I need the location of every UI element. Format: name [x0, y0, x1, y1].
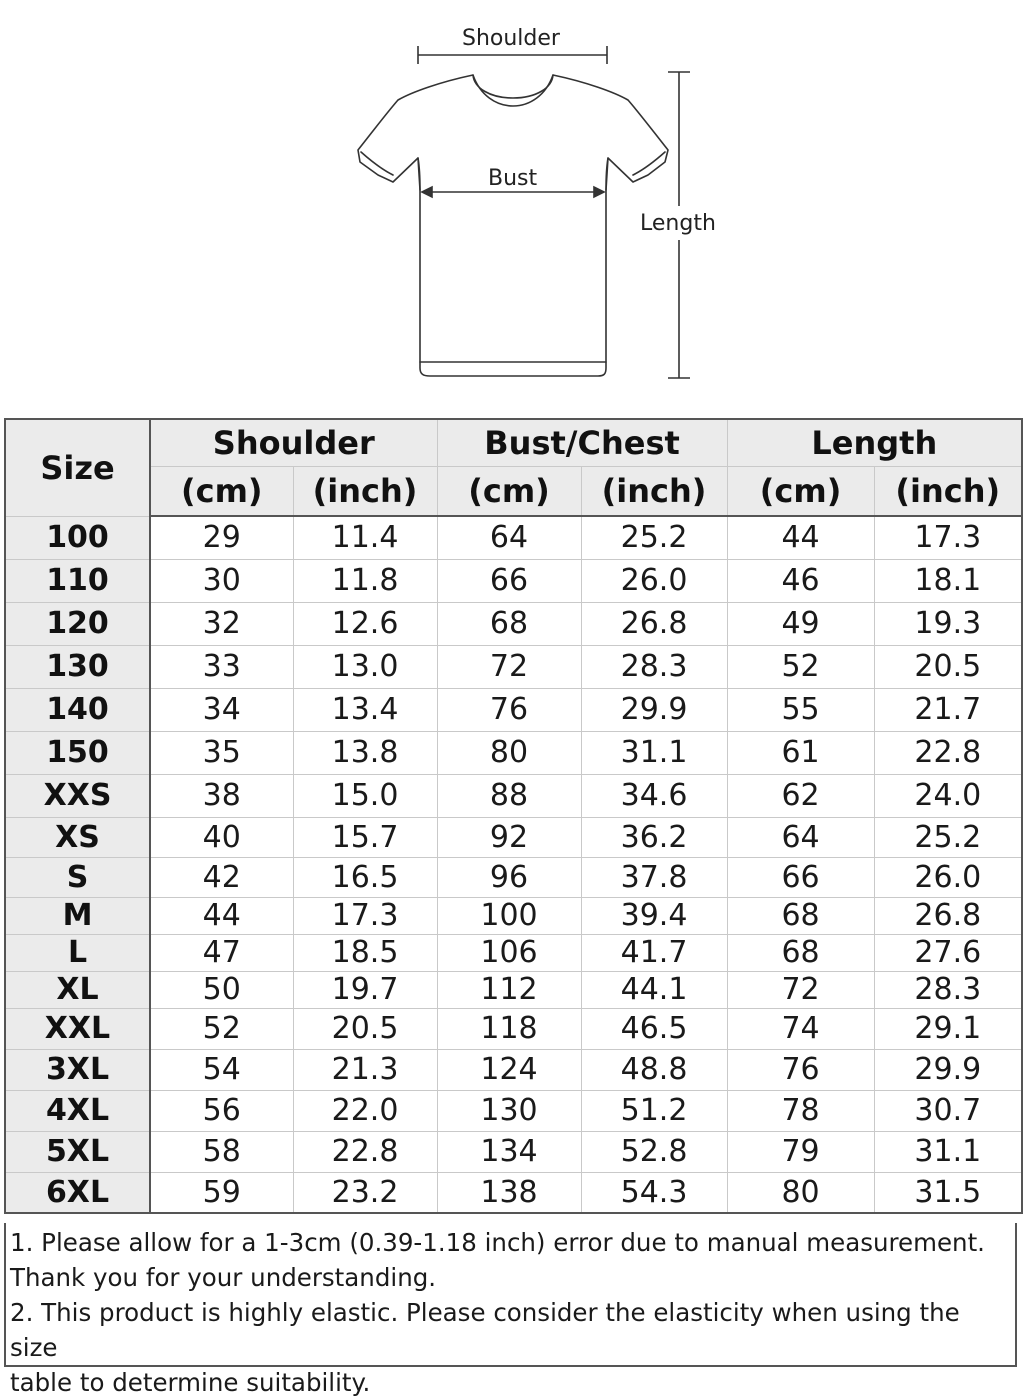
measurement-cell: 44	[150, 897, 293, 934]
measurement-cell: 21.7	[874, 688, 1022, 731]
table-row	[5, 1049, 1022, 1090]
size-cell: 3XL	[5, 1049, 150, 1090]
shoulder-cm-header: (cm)	[150, 467, 293, 517]
measurement-cell: 40	[150, 817, 293, 857]
measurement-cell: 15.0	[293, 774, 437, 817]
measurement-cell: 61	[727, 731, 874, 774]
note-line-3: 2. This product is highly elastic. Please consider the elasticity when using the size	[10, 1298, 960, 1362]
measurement-cell: 80	[727, 1172, 874, 1213]
measurement-cell: 49	[727, 602, 874, 645]
measurement-cell: 88	[437, 774, 581, 817]
length-inch-header: (inch)	[874, 467, 1022, 517]
table-row	[5, 731, 1022, 774]
size-notes	[4, 1223, 1017, 1397]
measurement-cell: 130	[437, 1090, 581, 1131]
measurement-cell: 28.3	[581, 645, 727, 688]
measurement-cell: 56	[150, 1090, 293, 1131]
measurement-cell: 46	[727, 559, 874, 602]
size-cell: 4XL	[5, 1090, 150, 1131]
measurement-cell: 55	[727, 688, 874, 731]
measurement-cell: 76	[437, 688, 581, 731]
table-row	[5, 971, 1022, 1008]
bust-inch-header: (inch)	[581, 467, 727, 517]
measurement-cell: 13.8	[293, 731, 437, 774]
note-line-1: 1. Please allow for a 1-3cm (0.39-1.18 inch) error due to manual measurement.	[10, 1228, 985, 1257]
measurement-cell: 22.8	[874, 731, 1022, 774]
measurement-cell: 31.5	[874, 1172, 1022, 1213]
shoulder-inch-header: (inch)	[293, 467, 437, 517]
measurement-cell: 54.3	[581, 1172, 727, 1213]
table-row	[5, 645, 1022, 688]
size-cell: 150	[5, 731, 150, 774]
table-row	[5, 897, 1022, 934]
measurement-cell: 44.1	[581, 971, 727, 1008]
measurement-cell: 46.5	[581, 1008, 727, 1049]
measurement-cell: 37.8	[581, 857, 727, 897]
measurement-cell: 25.2	[874, 817, 1022, 857]
measurement-cell: 48.8	[581, 1049, 727, 1090]
size-cell: XXL	[5, 1008, 150, 1049]
measurement-cell: 52	[150, 1008, 293, 1049]
size-cell: 100	[5, 516, 150, 559]
measurement-cell: 74	[727, 1008, 874, 1049]
measurement-cell: 31.1	[874, 1131, 1022, 1172]
measurement-cell: 26.8	[581, 602, 727, 645]
table-row	[5, 1008, 1022, 1049]
measurement-cell: 13.0	[293, 645, 437, 688]
measurement-cell: 24.0	[874, 774, 1022, 817]
shoulder-group-header: Shoulder	[150, 419, 437, 467]
measurement-cell: 72	[727, 971, 874, 1008]
measurement-cell: 35	[150, 731, 293, 774]
length-group-header: Length	[727, 419, 1022, 467]
measurement-cell: 59	[150, 1172, 293, 1213]
bust-label: Bust	[488, 166, 538, 191]
table-row	[5, 1090, 1022, 1131]
tshirt-measurement-diagram	[0, 0, 1024, 405]
measurement-cell: 72	[437, 645, 581, 688]
measurement-cell: 27.6	[874, 934, 1022, 971]
measurement-cell: 18.1	[874, 559, 1022, 602]
measurement-cell: 17.3	[874, 516, 1022, 559]
measurement-cell: 54	[150, 1049, 293, 1090]
measurement-cell: 25.2	[581, 516, 727, 559]
measurement-cell: 22.8	[293, 1131, 437, 1172]
measurement-cell: 92	[437, 817, 581, 857]
size-cell: 110	[5, 559, 150, 602]
measurement-cell: 41.7	[581, 934, 727, 971]
measurement-cell: 36.2	[581, 817, 727, 857]
tshirt-outline-icon	[0, 0, 1024, 405]
measurement-cell: 26.8	[874, 897, 1022, 934]
bust-chest-group-header: Bust/Chest	[437, 419, 727, 467]
measurement-cell: 79	[727, 1131, 874, 1172]
size-cell: 130	[5, 645, 150, 688]
measurement-cell: 26.0	[581, 559, 727, 602]
measurement-cell: 66	[727, 857, 874, 897]
table-row	[5, 1131, 1022, 1172]
measurement-cell: 96	[437, 857, 581, 897]
size-chart-table	[4, 418, 1023, 1214]
measurement-cell: 66	[437, 559, 581, 602]
size-cell: XXS	[5, 774, 150, 817]
measurement-cell: 15.7	[293, 817, 437, 857]
size-cell: 6XL	[5, 1172, 150, 1213]
measurement-cell: 64	[437, 516, 581, 559]
length-cm-header: (cm)	[727, 467, 874, 517]
measurement-cell: 68	[727, 934, 874, 971]
measurement-cell: 68	[727, 897, 874, 934]
measurement-cell: 134	[437, 1131, 581, 1172]
measurement-cell: 20.5	[293, 1008, 437, 1049]
measurement-cell: 19.3	[874, 602, 1022, 645]
measurement-cell: 42	[150, 857, 293, 897]
measurement-cell: 64	[727, 817, 874, 857]
table-row	[5, 688, 1022, 731]
measurement-cell: 80	[437, 731, 581, 774]
table-row	[5, 559, 1022, 602]
measurement-cell: 18.5	[293, 934, 437, 971]
measurement-cell: 29.9	[874, 1049, 1022, 1090]
measurement-cell: 112	[437, 971, 581, 1008]
measurement-cell: 21.3	[293, 1049, 437, 1090]
measurement-cell: 138	[437, 1172, 581, 1213]
size-cell: M	[5, 897, 150, 934]
measurement-cell: 58	[150, 1131, 293, 1172]
measurement-cell: 13.4	[293, 688, 437, 731]
size-column-header: Size	[5, 419, 150, 516]
measurement-cell: 29	[150, 516, 293, 559]
table-row	[5, 934, 1022, 971]
measurement-cell: 20.5	[874, 645, 1022, 688]
measurement-cell: 22.0	[293, 1090, 437, 1131]
size-cell: S	[5, 857, 150, 897]
size-cell: 140	[5, 688, 150, 731]
measurement-cell: 47	[150, 934, 293, 971]
table-row	[5, 817, 1022, 857]
size-cell: 120	[5, 602, 150, 645]
table-row	[5, 602, 1022, 645]
table-row	[5, 516, 1022, 559]
table-row	[5, 774, 1022, 817]
measurement-cell: 76	[727, 1049, 874, 1090]
measurement-cell: 28.3	[874, 971, 1022, 1008]
measurement-cell: 11.4	[293, 516, 437, 559]
measurement-cell: 100	[437, 897, 581, 934]
measurement-cell: 29.9	[581, 688, 727, 731]
measurement-cell: 19.7	[293, 971, 437, 1008]
size-cell: 5XL	[5, 1131, 150, 1172]
measurement-cell: 17.3	[293, 897, 437, 934]
measurement-cell: 29.1	[874, 1008, 1022, 1049]
measurement-cell: 26.0	[874, 857, 1022, 897]
table-row	[5, 1172, 1022, 1213]
measurement-cell: 31.1	[581, 731, 727, 774]
table-row	[5, 857, 1022, 897]
measurement-cell: 62	[727, 774, 874, 817]
measurement-cell: 51.2	[581, 1090, 727, 1131]
measurement-cell: 30	[150, 559, 293, 602]
measurement-cell: 50	[150, 971, 293, 1008]
note-line-2: Thank you for your understanding.	[10, 1263, 437, 1292]
measurement-cell: 124	[437, 1049, 581, 1090]
size-table-body	[5, 516, 1022, 1213]
measurement-cell: 30.7	[874, 1090, 1022, 1131]
size-cell: XS	[5, 817, 150, 857]
measurement-cell: 52	[727, 645, 874, 688]
length-label: Length	[640, 211, 716, 236]
measurement-cell: 118	[437, 1008, 581, 1049]
measurement-cell: 23.2	[293, 1172, 437, 1213]
measurement-cell: 38	[150, 774, 293, 817]
measurement-cell: 68	[437, 602, 581, 645]
measurement-cell: 12.6	[293, 602, 437, 645]
measurement-cell: 16.5	[293, 857, 437, 897]
measurement-cell: 32	[150, 602, 293, 645]
size-cell: XL	[5, 971, 150, 1008]
measurement-cell: 78	[727, 1090, 874, 1131]
size-cell: L	[5, 934, 150, 971]
measurement-cell: 106	[437, 934, 581, 971]
note-line-4: table to determine suitability.	[10, 1368, 371, 1397]
bust-cm-header: (cm)	[437, 467, 581, 517]
measurement-cell: 11.8	[293, 559, 437, 602]
measurement-cell: 39.4	[581, 897, 727, 934]
shoulder-label: Shoulder	[462, 26, 560, 51]
measurement-cell: 44	[727, 516, 874, 559]
measurement-cell: 33	[150, 645, 293, 688]
measurement-cell: 52.8	[581, 1131, 727, 1172]
measurement-cell: 34.6	[581, 774, 727, 817]
measurement-cell: 34	[150, 688, 293, 731]
